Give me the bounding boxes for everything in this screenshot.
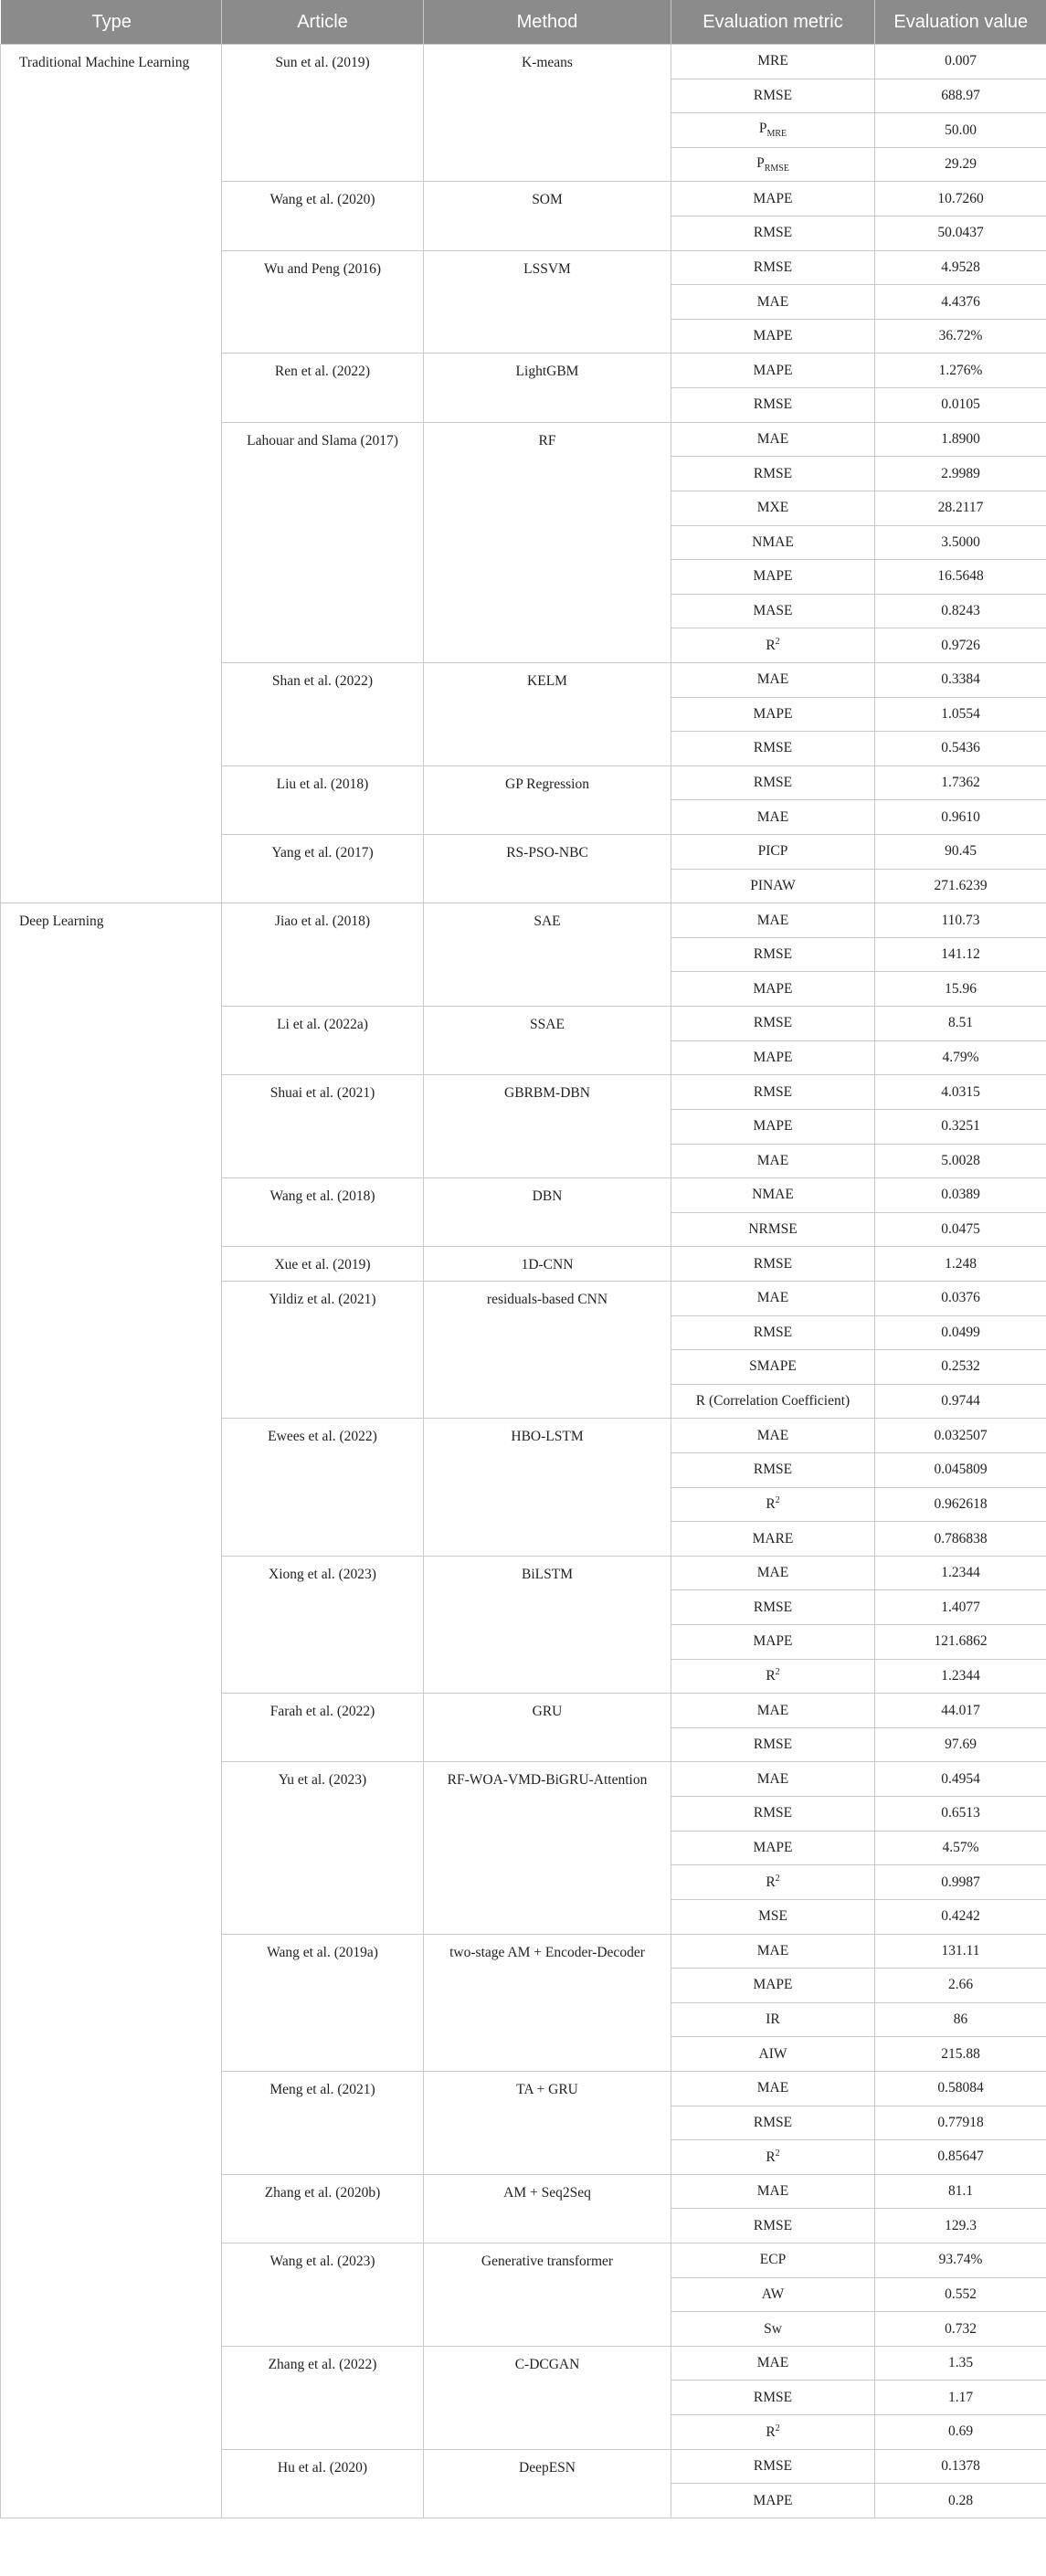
metric-cell [671,2312,875,2347]
metric-cell [671,1556,875,1590]
value-cell: 0.6513 [875,1797,1046,1832]
metric-label: MARE [752,1530,794,1547]
metric-cell [671,2071,875,2106]
metric-cell [671,1694,875,1728]
metric-superscript: 2 [775,637,780,648]
metric-cell [671,2415,875,2450]
metric-cell [671,937,875,972]
value-cell: 0.9726 [875,628,1046,663]
metric-cell [671,79,875,113]
value-cell: 131.11 [875,1934,1046,1969]
method-cell: DBN [424,1178,671,1247]
metric-label: RMSE [753,775,793,791]
value-cell: 0.0389 [875,1178,1046,1213]
metric-label: MAE [756,2183,789,2200]
method-cell: LSSVM [424,250,671,354]
value-cell: 0.1378 [875,2449,1046,2484]
metric-label: R [766,1874,776,1891]
value-cell: 2.66 [875,1969,1046,2003]
metric-cell [671,972,875,1007]
method-cell: DeepESN [424,2449,671,2518]
metric-label: MAE [756,1427,789,1443]
metric-label: AIW [758,2045,787,2062]
header-article: Article [222,0,424,45]
article-cell: Xue et al. (2019) [222,1247,424,1282]
article-cell: Yu et al. (2023) [222,1762,424,1934]
metric-label: AW [761,2286,785,2302]
value-cell: 28.2117 [875,491,1046,525]
value-cell: 1.248 [875,1247,1046,1282]
metric-cell [671,1144,875,1178]
method-cell: GP Regression [424,765,671,834]
metric-label: MAE [756,912,789,928]
value-cell: 15.96 [875,972,1046,1007]
metric-cell [671,1040,875,1075]
value-cell: 4.79% [875,1040,1046,1075]
value-cell: 5.0028 [875,1144,1046,1178]
table-body [1,45,1046,2518]
metric-cell [671,2002,875,2037]
article-cell: Lahouar and Slama (2017) [222,422,424,662]
metric-label: RMSE [753,2217,793,2233]
value-cell: 0.9610 [875,800,1046,835]
metric-cell [671,1281,875,1315]
value-cell: 121.6862 [875,1625,1046,1660]
value-cell: 1.7362 [875,765,1046,800]
metric-label: RMSE [753,946,793,963]
metric-label: RMSE [753,2114,793,2130]
metric-label: MAE [756,1942,789,1958]
metric-cell [671,765,875,800]
method-cell: GBRBM-DBN [424,1075,671,1178]
method-cell: RF-WOA-VMD-BiGRU-Attention [424,1762,671,1934]
metric-label: MAPE [753,705,793,722]
metric-label: MAPE [753,568,793,585]
metric-subscript: MRE [766,129,787,140]
metric-label: RMSE [753,1805,793,1821]
metric-cell [671,1522,875,1557]
metric-cell [671,1247,875,1282]
metric-cell [671,2140,875,2175]
metric-label: MAE [756,1702,789,1718]
metric-subscript: RMSE [764,164,789,174]
metric-label: R [766,2149,776,2166]
metric-label: R [766,1496,776,1513]
value-cell: 0.007 [875,45,1046,79]
metric-cell [671,2037,875,2072]
metric-label: MAPE [753,1633,793,1650]
metric-cell [671,903,875,938]
metric-label: MAE [756,1152,789,1168]
method-cell: BiLSTM [424,1556,671,1693]
metric-label: R (Correlation Coefficient) [695,1393,851,1409]
method-cell: AM + Seq2Seq [424,2174,671,2243]
value-cell: 0.28 [875,2484,1046,2518]
metric-cell [671,285,875,320]
value-cell: 0.0376 [875,1281,1046,1315]
value-cell: 10.7260 [875,182,1046,216]
article-cell: Jiao et al. (2018) [222,903,424,1007]
article-cell: Ewees et al. (2022) [222,1419,424,1556]
metric-cell [671,182,875,216]
value-cell: 4.0315 [875,1075,1046,1110]
method-cell: TA + GRU [424,2071,671,2174]
table-row [1,45,1046,79]
metric-cell [671,1315,875,1350]
article-cell: Wu and Peng (2016) [222,250,424,354]
metric-label: MAPE [753,2492,793,2508]
article-cell: Wang et al. (2019a) [222,1934,424,2071]
metric-cell [671,250,875,285]
value-cell: 1.35 [875,2346,1046,2381]
metric-label: RMSE [753,87,793,103]
article-cell: Ren et al. (2022) [222,354,424,422]
value-cell: 0.552 [875,2277,1046,2312]
metric-label: RMSE [753,225,793,241]
metric-cell [671,2106,875,2140]
metric-cell [671,2174,875,2209]
method-cell: SOM [424,182,671,250]
value-cell: 110.73 [875,903,1046,938]
article-cell: Wang et al. (2020) [222,182,424,250]
metric-cell [671,1212,875,1247]
value-cell: 0.962618 [875,1487,1046,1522]
method-cell: residuals-based CNN [424,1281,671,1418]
value-cell: 0.0499 [875,1315,1046,1350]
metric-cell [671,2449,875,2484]
metric-cell [671,662,875,697]
metric-cell [671,2484,875,2518]
metric-cell [671,1452,875,1487]
article-cell: Zhang et al. (2022) [222,2346,424,2449]
method-cell: SAE [424,903,671,1007]
metric-cell [671,697,875,732]
value-cell: 93.74% [875,2243,1046,2278]
value-cell: 50.00 [875,113,1046,148]
metric-cell [671,1969,875,2003]
metric-cell [671,147,875,182]
type-cell: Deep Learning [1,903,222,2518]
header-evaluation-metric: Evaluation metric [671,0,875,45]
value-cell: 0.032507 [875,1419,1046,1453]
metric-label: MAPE [753,1049,793,1065]
metric-label: P [758,121,767,137]
metric-cell [671,1075,875,1110]
metric-cell [671,1934,875,1969]
value-cell: 0.3384 [875,662,1046,697]
metric-label: RMSE [753,740,793,756]
metric-cell [671,422,875,457]
metric-label: RMSE [753,259,793,275]
value-cell: 0.5436 [875,732,1046,766]
metric-cell [671,1007,875,1041]
method-cell: K-means [424,45,671,182]
method-cell: KELM [424,662,671,765]
metric-label: MAPE [753,980,793,997]
metric-cell [671,1590,875,1625]
value-cell: 29.29 [875,147,1046,182]
metric-label: MAE [756,431,789,447]
value-cell: 81.1 [875,2174,1046,2209]
metric-label: MAE [756,2355,789,2371]
metric-cell [671,628,875,663]
metric-label: MAE [756,1565,789,1581]
metric-cell [671,560,875,595]
value-cell: 0.3251 [875,1109,1046,1144]
method-cell: two-stage AM + Encoder-Decoder [424,1934,671,2071]
value-cell: 0.85647 [875,2140,1046,2175]
method-cell: C-DCGAN [424,2346,671,2449]
metric-cell [671,732,875,766]
metric-label: MAE [756,1290,789,1306]
header-evaluation-value: Evaluation value [875,0,1046,45]
metric-cell [671,1419,875,1453]
value-cell: 4.9528 [875,250,1046,285]
article-cell: Hu et al. (2020) [222,2449,424,2518]
metric-label: MASE [753,603,793,619]
metric-label: RMSE [753,1737,793,1753]
value-cell: 0.0105 [875,388,1046,423]
metric-cell [671,1727,875,1762]
article-cell: Farah et al. (2022) [222,1694,424,1762]
metric-label: MAE [756,808,789,825]
article-cell: Li et al. (2022a) [222,1007,424,1075]
value-cell: 0.732 [875,2312,1046,2347]
value-cell: 271.6239 [875,869,1046,903]
value-cell: 688.97 [875,79,1046,113]
metric-superscript: 2 [775,1495,780,1506]
metric-label: MAE [756,293,789,310]
metric-label: MRE [757,53,788,69]
metric-cell [671,1831,875,1865]
metric-label: RMSE [753,1083,793,1100]
metric-label: MAPE [753,362,793,378]
value-cell: 4.4376 [875,285,1046,320]
metric-cell [671,1659,875,1694]
value-cell: 0.9744 [875,1384,1046,1419]
metric-cell [671,869,875,903]
value-cell: 0.0475 [875,1212,1046,1247]
metric-cell [671,2381,875,2415]
type-cell: Traditional Machine Learning [1,45,222,903]
metric-label: SMAPE [749,1358,797,1375]
method-cell: Generative transformer [424,2243,671,2347]
metric-superscript: 2 [775,2423,780,2433]
metric-cell [671,525,875,560]
article-cell: Shan et al. (2022) [222,662,424,765]
value-cell: 215.88 [875,2037,1046,2072]
metric-cell [671,1350,875,1385]
metric-label: MAPE [753,190,793,206]
value-cell: 86 [875,2002,1046,2037]
metric-cell [671,1762,875,1797]
value-cell: 97.69 [875,1727,1046,1762]
metric-superscript: 2 [775,1874,780,1884]
value-cell: 1.0554 [875,697,1046,732]
metric-label: RMSE [753,2389,793,2405]
value-cell: 44.017 [875,1694,1046,1728]
article-cell: Yildiz et al. (2021) [222,1281,424,1418]
article-cell: Wang et al. (2018) [222,1178,424,1247]
metric-superscript: 2 [775,1667,780,1678]
metric-cell [671,2209,875,2243]
article-cell: Zhang et al. (2020b) [222,2174,424,2243]
metric-label: IR [766,2011,780,2028]
metric-cell [671,1625,875,1660]
metric-label: R [766,638,776,654]
value-cell: 0.045809 [875,1452,1046,1487]
value-cell: 36.72% [875,319,1046,354]
article-cell: Wang et al. (2023) [222,2243,424,2347]
value-cell: 129.3 [875,2209,1046,2243]
value-cell: 0.58084 [875,2071,1046,2106]
metric-cell [671,1384,875,1419]
method-cell: HBO-LSTM [424,1419,671,1556]
metric-label: MXE [756,500,789,516]
metric-cell [671,2277,875,2312]
metric-cell [671,835,875,870]
metric-superscript: 2 [775,2148,780,2159]
metric-label: MAPE [753,1977,793,1993]
metric-label: RMSE [753,1324,793,1340]
value-cell: 16.5648 [875,560,1046,595]
metric-label: MSE [758,1908,787,1925]
value-cell: 1.2344 [875,1556,1046,1590]
table-row [1,903,1046,938]
metric-label: RMSE [753,1599,793,1615]
metric-label: NMAE [752,1187,794,1203]
metric-cell [671,594,875,628]
metric-label: P [756,155,765,172]
value-cell: 0.4242 [875,1899,1046,1934]
value-cell: 3.5000 [875,525,1046,560]
metric-cell [671,45,875,79]
metric-label: MAPE [753,1839,793,1855]
metric-label: MAPE [753,1118,793,1135]
article-cell: Xiong et al. (2023) [222,1556,424,1693]
table-header [1,0,1046,45]
article-cell: Sun et al. (2019) [222,45,424,182]
metric-label: MAE [756,1770,789,1787]
value-cell: 1.276% [875,354,1046,388]
method-cell: RF [424,422,671,662]
value-cell: 0.786838 [875,1522,1046,1557]
metric-cell [671,2346,875,2381]
metric-cell [671,2243,875,2278]
metric-label: ECP [759,2252,787,2268]
value-cell: 0.4954 [875,1762,1046,1797]
value-cell: 50.0437 [875,216,1046,251]
metric-label: Sw [764,2320,782,2337]
metric-label: MAE [756,671,789,688]
metric-cell [671,1487,875,1522]
value-cell: 90.45 [875,835,1046,870]
value-cell: 0.8243 [875,594,1046,628]
value-cell: 0.2532 [875,1350,1046,1385]
metric-label: MAE [756,2080,789,2096]
metric-cell [671,800,875,835]
header-row [1,0,1046,45]
value-cell: 1.17 [875,2381,1046,2415]
metric-cell [671,491,875,525]
metric-label: NMAE [752,533,794,550]
value-cell: 2.9989 [875,457,1046,491]
metric-cell [671,319,875,354]
value-cell: 4.57% [875,1831,1046,1865]
metric-cell [671,354,875,388]
article-cell: Yang et al. (2017) [222,835,424,903]
method-cell: 1D-CNN [424,1247,671,1282]
metric-label: RMSE [753,1015,793,1031]
method-cell: GRU [424,1694,671,1762]
metric-label: PICP [757,843,788,860]
metric-label: RMSE [753,2457,793,2474]
metric-label: RMSE [753,1255,793,1272]
article-cell: Liu et al. (2018) [222,765,424,834]
metric-cell [671,216,875,251]
article-cell: Shuai et al. (2021) [222,1075,424,1178]
metric-label: PINAW [750,877,796,893]
method-cell: RS-PSO-NBC [424,835,671,903]
value-cell: 0.9987 [875,1865,1046,1900]
value-cell: 0.77918 [875,2106,1046,2140]
metric-cell [671,1865,875,1900]
header-method: Method [424,0,671,45]
article-cell: Meng et al. (2021) [222,2071,424,2174]
metric-cell [671,113,875,148]
metric-cell [671,1109,875,1144]
method-cell: LightGBM [424,354,671,422]
metric-cell [671,1797,875,1832]
value-cell: 0.69 [875,2415,1046,2450]
metric-label: NRMSE [748,1221,798,1238]
value-cell: 8.51 [875,1007,1046,1041]
value-cell: 1.8900 [875,422,1046,457]
method-cell: SSAE [424,1007,671,1075]
metric-label: MAPE [753,328,793,344]
value-cell: 1.4077 [875,1590,1046,1625]
metric-label: R [766,2423,776,2440]
metric-cell [671,1899,875,1934]
metric-cell [671,1178,875,1213]
metric-cell [671,388,875,423]
metric-label: RMSE [753,1462,793,1478]
header-type: Type [1,0,222,45]
value-cell: 141.12 [875,937,1046,972]
metric-label: R [766,1668,776,1684]
value-cell: 1.2344 [875,1659,1046,1694]
metric-cell [671,457,875,491]
metric-label: RMSE [753,465,793,481]
metric-label: RMSE [753,396,793,413]
